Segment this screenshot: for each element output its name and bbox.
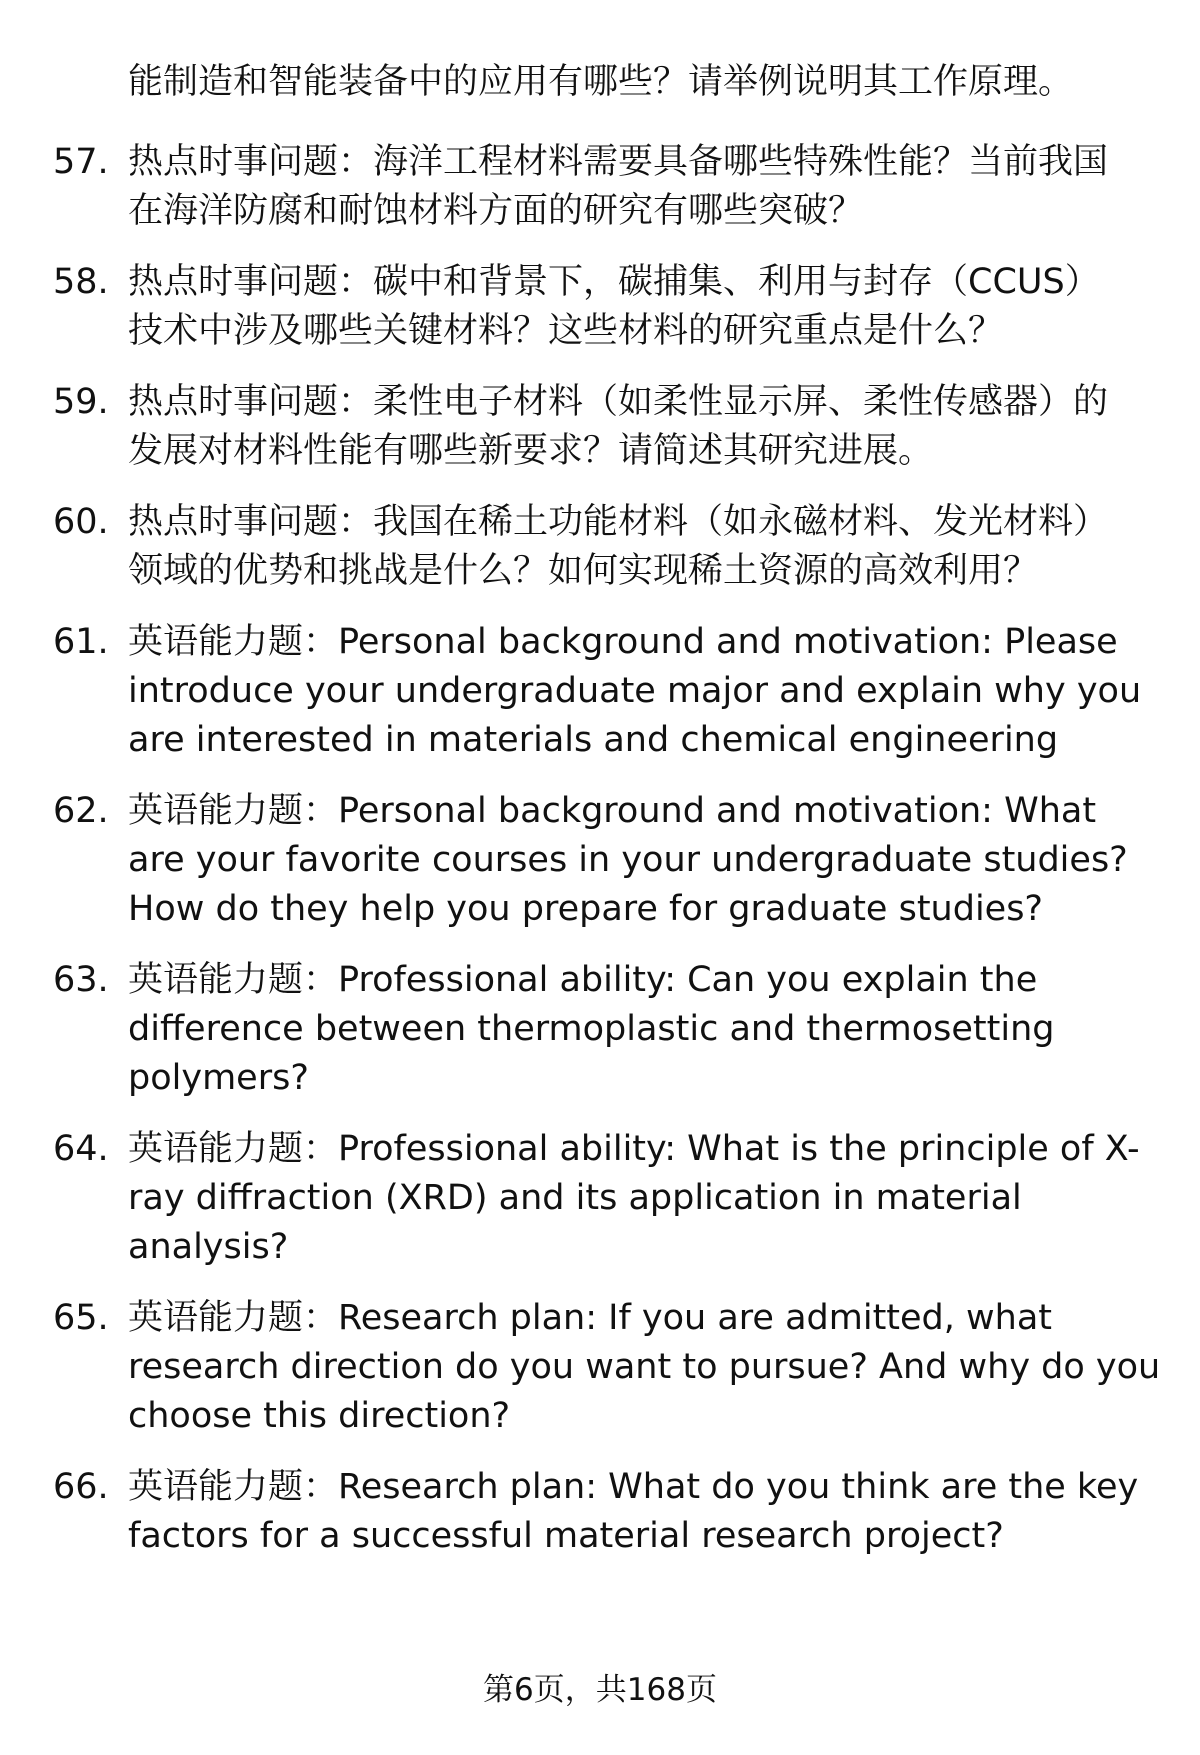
question-line: factors for a successful material research project? (128, 1516, 1004, 1556)
question-number: 59. (53, 382, 109, 422)
question-item-66 (0, 1463, 1200, 1561)
page-indicator: 第6页，共168页 (483, 1672, 717, 1708)
question-number: 62. (53, 791, 109, 831)
question-number: 58. (53, 262, 109, 302)
question-text (128, 498, 1158, 596)
question-item-57 (0, 138, 1200, 236)
question-line: are your favorite courses in your undergraduate studies? (128, 840, 1128, 880)
question-text (128, 618, 1158, 765)
question-line: 热点时事问题：海洋工程材料需要具备哪些特殊性能？当前我国 (128, 142, 1109, 182)
question-line: choose this direction? (128, 1396, 511, 1436)
question-line: are interested in materials and chemical engineering (128, 720, 1059, 760)
question-number: 66. (53, 1467, 109, 1507)
question-item-60 (0, 498, 1200, 596)
question-number: 57. (53, 142, 109, 182)
question-line: How do they help you prepare for graduate studies? (128, 889, 1044, 929)
question-line: 在海洋防腐和耐蚀材料方面的研究有哪些突破？ (128, 191, 864, 231)
question-line: 英语能力题：Professional ability: Can you explain the (128, 960, 1038, 1000)
question-number: 60. (53, 502, 109, 542)
question-list (0, 138, 1200, 1561)
question-line: analysis? (128, 1227, 289, 1267)
question-line: 英语能力题：Personal background and motivation: What (128, 791, 1097, 831)
question-line: 热点时事问题：我国在稀土功能材料（如永磁材料、发光材料） (128, 502, 1109, 542)
question-text (128, 1294, 1161, 1441)
question-text (128, 138, 1158, 236)
question-number: 64. (53, 1129, 109, 1169)
question-line: difference between thermoplastic and thermosetting (128, 1009, 1055, 1049)
question-item-59 (0, 378, 1200, 476)
question-text (128, 1463, 1158, 1561)
question-line: polymers? (128, 1058, 309, 1098)
question-line: 英语能力题：Research plan: If you are admitted, what (128, 1298, 1052, 1338)
question-item-63 (0, 956, 1200, 1103)
question-line: 英语能力题：Professional ability: What is the principle of X- (128, 1129, 1140, 1169)
question-item-64 (0, 1125, 1200, 1272)
question-line: introduce your undergraduate major and explain why you (128, 671, 1142, 711)
question-item-61 (0, 618, 1200, 765)
question-item-58 (0, 258, 1200, 356)
question-line: 英语能力题：Research plan: What do you think are the key (128, 1467, 1139, 1507)
question-text (128, 1125, 1158, 1272)
question-text (128, 378, 1158, 476)
question-text (128, 787, 1158, 934)
question-number: 63. (53, 960, 109, 1000)
question-line: 发展对材料性能有哪些新要求？请简述其研究进展。 (128, 431, 934, 471)
question-line: ray diffraction (XRD) and its application in material (128, 1178, 1022, 1218)
question-line: 领域的优势和挑战是什么？如何实现稀土资源的高效利用？ (128, 551, 1039, 591)
question-text (128, 956, 1158, 1103)
question-line: 技术中涉及哪些关键材料？这些材料的研究重点是什么？ (128, 311, 1004, 351)
question-number: 61. (53, 622, 109, 662)
question-item-65 (0, 1294, 1200, 1441)
question-line: research direction do you want to pursue? And why do you (128, 1347, 1161, 1387)
question-line: 热点时事问题：碳中和背景下，碳捕集、利用与封存（CCUS） (128, 262, 1100, 302)
question-line: 英语能力题：Personal background and motivation: Please (128, 622, 1118, 662)
continued-question-text: 能制造和智能装备中的应用有哪些？请举例说明其工作原理。 (128, 62, 1074, 102)
question-line: 热点时事问题：柔性电子材料（如柔性显示屏、柔性传感器）的 (128, 382, 1109, 422)
question-number: 65. (53, 1298, 109, 1338)
question-text (128, 258, 1158, 356)
question-item-62 (0, 787, 1200, 934)
